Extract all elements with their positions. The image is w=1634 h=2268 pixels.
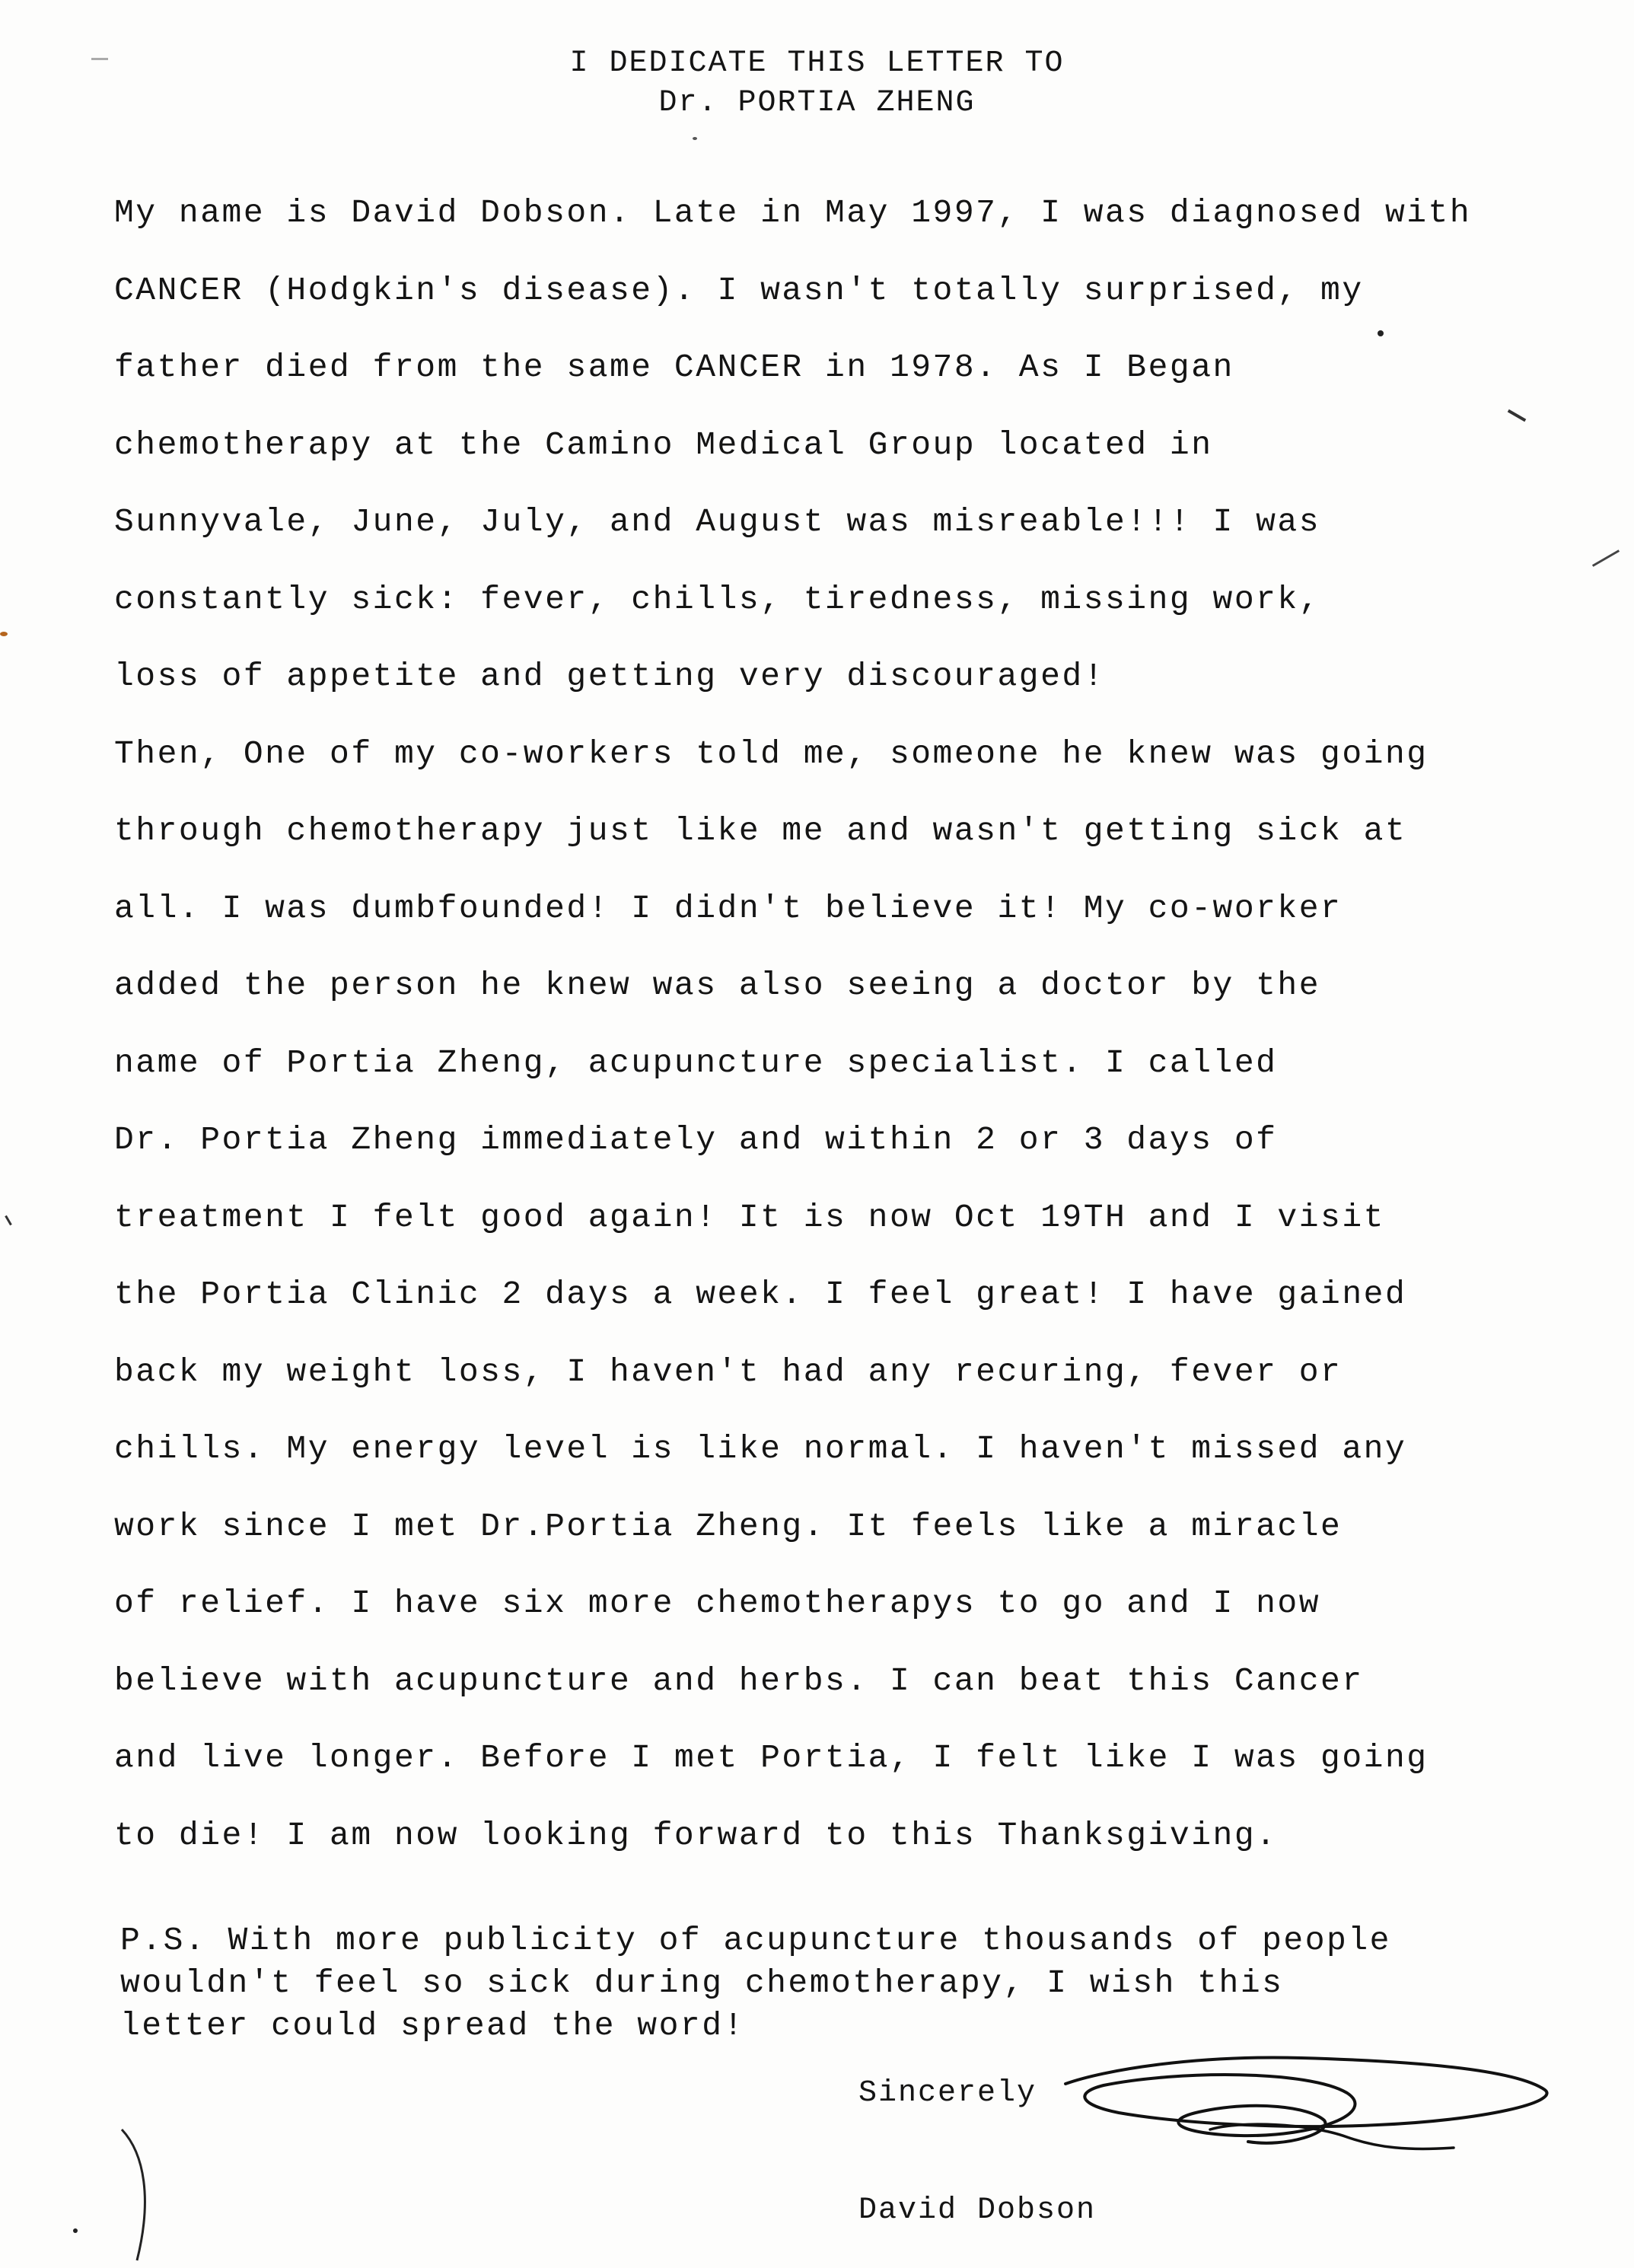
body-line: believe with acupuncture and herbs. I can beat this Cancer xyxy=(114,1661,1364,1699)
body-line: chemotherapy at the Camino Medical Group located in xyxy=(114,425,1213,463)
body-line: added the person he knew was also seeing a doctor by the xyxy=(114,967,1321,1004)
body-line: and live longer. Before I met Portia, I felt like I was going xyxy=(114,1739,1429,1776)
body-line: all. I was dumbfounded! I didn't believe it! My co-worker xyxy=(114,889,1343,927)
body-line: back my weight loss, I haven't had any recuring, fever or xyxy=(114,1352,1343,1390)
body-line: CANCER (Hodgkin's disease). I wasn't totally surprised, my xyxy=(114,271,1364,309)
scan-speck xyxy=(0,632,8,636)
scan-speck xyxy=(693,137,697,140)
body-line: Dr. Portia Zheng immediately and within 2 or 3 days of xyxy=(114,1121,1278,1158)
body-line: of relief. I have six more chemotherapys to go and I now xyxy=(114,1585,1321,1622)
body-line: name of Portia Zheng, acupuncture specialist. I called xyxy=(114,1043,1278,1081)
dedication-heading-line-1: I DEDICATE THIS LETTER TO xyxy=(569,46,1065,81)
postscript xyxy=(120,1919,1566,2047)
body-line: treatment I felt good again! It is now Oct 19TH and I visit xyxy=(114,1198,1385,1236)
closing-salutation: Sincerely xyxy=(858,2076,1037,2110)
signer-name: David Dobson xyxy=(858,2193,1097,2228)
handwritten-signature xyxy=(1058,2047,1560,2161)
letter-body xyxy=(114,190,1598,1890)
scan-speck xyxy=(73,2228,78,2233)
scan-speck xyxy=(5,1215,12,1226)
postscript-line: P.S. With more publicity of acupuncture thousands of people xyxy=(120,1922,1391,1959)
body-line: constantly sick: fever, chills, tiredness, missing work, xyxy=(114,580,1321,618)
body-line: to die! I am now looking forward to this Thanksgiving. xyxy=(114,1816,1278,1854)
scan-speck xyxy=(1378,330,1384,336)
body-line: Sunnyvale, June, July, and August was misreable!!! I was xyxy=(114,503,1321,540)
postscript-line: letter could spread the word! xyxy=(120,2007,745,2044)
body-line: the Portia Clinic 2 days a week. I feel great! I have gained xyxy=(114,1276,1407,1313)
body-line: father died from the same CANCER in 1978. As I Began xyxy=(114,349,1234,386)
body-line: My name is David Dobson. Late in May 1997, I was diagnosed with xyxy=(114,194,1472,231)
scan-smudge xyxy=(114,2123,160,2268)
body-line: loss of appetite and getting very discouraged! xyxy=(114,658,1105,695)
dedication-heading-line-2: Dr. PORTIA ZHENG xyxy=(658,86,976,120)
scan-speck xyxy=(91,58,108,60)
body-line: work since I met Dr.Portia Zheng. It feels like a miracle xyxy=(114,1507,1343,1545)
postscript-line: wouldn't feel so sick during chemotherapy, I wish this xyxy=(120,1964,1284,2002)
body-line: chills. My energy level is like normal. I haven't missed any xyxy=(114,1430,1407,1467)
body-line: Then, One of my co-workers told me, someone he knew was going xyxy=(114,734,1429,772)
body-line: through chemotherapy just like me and wasn't getting sick at xyxy=(114,812,1407,849)
